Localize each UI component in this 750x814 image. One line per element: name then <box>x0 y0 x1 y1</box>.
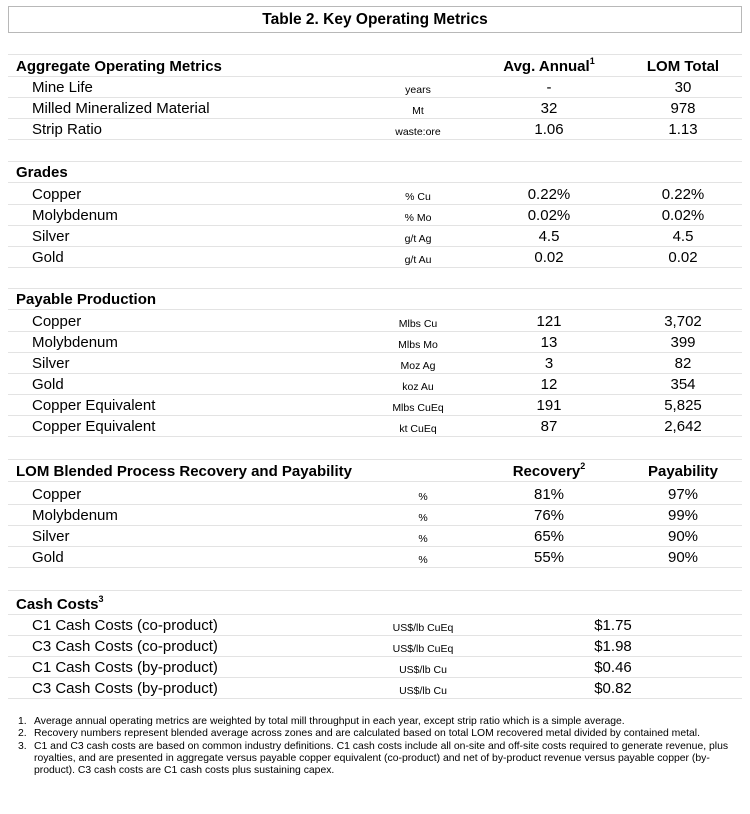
metric-name: Gold <box>32 249 64 266</box>
footnotes <box>8 716 734 777</box>
table-row <box>8 416 742 437</box>
table-row <box>8 119 742 140</box>
table-row <box>8 184 742 205</box>
section-title: Cash Costs$^3$ <box>16 594 104 613</box>
table-row <box>8 505 742 526</box>
table-row <box>8 636 742 657</box>
metric-name: Gold <box>32 376 64 393</box>
metric-value-lom: 0.22% <box>661 186 705 203</box>
footnote-text: Average annual operating metrics are weighted by total mill throughput in each year, except strip ratio which is a simple average. <box>34 716 625 727</box>
section-title: LOM Blended Process Recovery and Payability <box>16 463 352 480</box>
footnote-number: 1. <box>18 716 27 727</box>
metric-name: Mine Life <box>32 79 93 96</box>
metric-unit: years <box>405 84 431 96</box>
metric-value-annual: 121 <box>536 313 562 330</box>
table-row <box>8 226 742 247</box>
metric-value-lom: 4.5 <box>672 228 694 245</box>
column-header-payability: Payability <box>647 463 719 480</box>
table-row <box>8 311 742 332</box>
metric-unit: Mlbs Mo <box>398 339 438 351</box>
footnote-number: 2. <box>18 728 27 740</box>
spacer-row <box>8 268 742 289</box>
metric-value-lom: 1.13 <box>668 121 698 138</box>
footnote <box>8 741 734 778</box>
metric-value-annual: 0.02% <box>527 207 571 224</box>
payability-value: 97% <box>667 486 699 503</box>
metric-value-lom: 82 <box>674 355 692 372</box>
metric-unit: Mlbs Cu <box>398 318 438 330</box>
table-row <box>8 332 742 353</box>
metric-name: C3 Cash Costs (co-product) <box>32 638 218 655</box>
table-row <box>8 205 742 226</box>
table-row <box>8 484 742 505</box>
metric-unit: US$/lb CuEq <box>392 622 454 634</box>
footnote-text: Recovery numbers represent blended average across zones and are calculated based on total LOM recovered metal divided by contained metal. <box>34 728 700 740</box>
metric-unit: % <box>418 533 428 545</box>
table-row <box>8 77 742 98</box>
metric-name: C3 Cash Costs (by-product) <box>32 680 218 697</box>
metric-name: Copper <box>32 186 82 203</box>
table-row <box>8 98 742 119</box>
metric-value-annual: 191 <box>536 397 562 414</box>
table-row <box>8 657 742 678</box>
section-header-aggregate <box>8 56 742 77</box>
metric-name: Copper <box>32 486 82 503</box>
metric-value-lom: 5,825 <box>664 397 702 414</box>
metric-unit: waste:ore <box>395 126 441 138</box>
metric-name: C1 Cash Costs (by-product) <box>32 659 218 676</box>
metric-unit: US$/lb Cu <box>399 685 447 697</box>
cash-cost-value: $0.82 <box>594 680 632 697</box>
recovery-value: 76% <box>533 507 565 524</box>
metric-value-lom: 399 <box>670 334 696 351</box>
cash-cost-value: $1.75 <box>594 617 632 634</box>
metric-unit: Mlbs CuEq <box>392 402 444 414</box>
metric-value-lom: 2,642 <box>664 418 702 435</box>
metric-unit: g/t Au <box>404 254 432 266</box>
metric-unit: kt CuEq <box>399 423 437 435</box>
metric-value-annual: 87 <box>540 418 558 435</box>
column-header-lom-total: LOM Total <box>646 58 720 75</box>
recovery-value: 81% <box>533 486 565 503</box>
footnote <box>8 728 734 740</box>
metric-unit: % <box>418 491 428 503</box>
payability-value: 99% <box>667 507 699 524</box>
metric-name: Copper Equivalent <box>32 397 156 414</box>
metric-unit: Moz Ag <box>400 360 436 372</box>
metric-name: Copper Equivalent <box>32 418 156 435</box>
section-header-grades <box>8 162 742 183</box>
section-title: Aggregate Operating Metrics <box>16 58 222 75</box>
metric-name: Molybdenum <box>32 207 118 224</box>
metric-unit: % Cu <box>405 191 431 203</box>
footnote-marker: 2 <box>580 461 586 471</box>
metric-value-lom: 978 <box>670 100 696 117</box>
metric-name: Silver <box>32 528 70 545</box>
section-header-cash-costs <box>8 594 742 615</box>
recovery-value: 55% <box>533 549 565 566</box>
section-title: Grades <box>16 164 68 181</box>
metric-unit: koz Au <box>402 381 434 393</box>
metric-value-lom: 354 <box>670 376 696 393</box>
spacer-row <box>8 34 742 55</box>
footnote-marker: 3 <box>98 594 104 604</box>
table-row <box>8 247 742 268</box>
metric-unit: US$/lb Cu <box>399 664 447 676</box>
metric-name: Molybdenum <box>32 507 118 524</box>
section-header-recovery <box>8 461 742 482</box>
cash-cost-value: $1.98 <box>594 638 632 655</box>
metric-value-annual: 32 <box>540 100 558 117</box>
table-row <box>8 615 742 636</box>
metric-name: C1 Cash Costs (co-product) <box>32 617 218 634</box>
metric-value-annual: 13 <box>540 334 558 351</box>
table-row <box>8 395 742 416</box>
metric-value-lom: 0.02 <box>668 249 698 266</box>
metric-name: Molybdenum <box>32 334 118 351</box>
metric-value-annual: 3 <box>544 355 554 372</box>
metric-value-lom: 3,702 <box>664 313 702 330</box>
metric-unit: g/t Ag <box>404 233 432 245</box>
table-row <box>8 353 742 374</box>
metric-value-annual: 12 <box>540 376 558 393</box>
column-header-avg-annual: Avg. Annual$^1$ <box>503 56 595 75</box>
table-row <box>8 374 742 395</box>
spacer-row <box>8 439 742 460</box>
table-row <box>8 547 742 568</box>
metric-name: Milled Mineralized Material <box>32 100 210 117</box>
metric-unit: Mt <box>412 105 424 117</box>
footnote-marker: 1 <box>589 56 595 66</box>
footnote <box>8 716 734 728</box>
footnote-number: 3. <box>18 740 27 752</box>
metric-unit: % <box>418 512 428 524</box>
metric-unit: % <box>418 554 428 566</box>
metric-value-annual: 4.5 <box>538 228 560 245</box>
metric-name: Copper <box>32 313 82 330</box>
section-title: Payable Production <box>16 291 157 308</box>
metric-value-annual: - <box>546 79 552 96</box>
metric-name: Gold <box>32 549 64 566</box>
spacer-row <box>8 141 742 162</box>
metric-value-lom: 30 <box>674 79 692 96</box>
column-header-recovery: Recovery$^2$ <box>512 461 586 480</box>
section-header-payable <box>8 289 742 310</box>
metric-name: Silver <box>32 355 70 372</box>
metric-value-annual: 0.22% <box>527 186 571 203</box>
metric-value-annual: 0.02 <box>534 249 564 266</box>
table-row <box>8 678 742 699</box>
metric-unit: US$/lb CuEq <box>392 643 454 655</box>
metric-unit: % Mo <box>404 212 432 224</box>
metric-value-annual: 1.06 <box>534 121 564 138</box>
table-row <box>8 526 742 547</box>
table-title: Table 2. Key Operating Metrics <box>8 6 742 33</box>
recovery-value: 65% <box>533 528 565 545</box>
payability-value: 90% <box>667 549 699 566</box>
footnote-text: C1 and C3 cash costs are based on common industry definitions. C1 cash costs include all on-site and off-site costs required to generate revenue, plus royalties, and are presented in aggregate versus payable copper equivalent (co-product) and net of by-product revenue versus payable copper (by-product). C3 cash costs are C1 cash costs plus sustaining capex. <box>34 740 729 777</box>
cash-cost-value: $0.46 <box>594 659 632 676</box>
spacer-row <box>8 570 742 591</box>
payability-value: 90% <box>667 528 699 545</box>
metric-value-lom: 0.02% <box>661 207 705 224</box>
metric-name: Silver <box>32 228 70 245</box>
metric-name: Strip Ratio <box>32 121 103 138</box>
